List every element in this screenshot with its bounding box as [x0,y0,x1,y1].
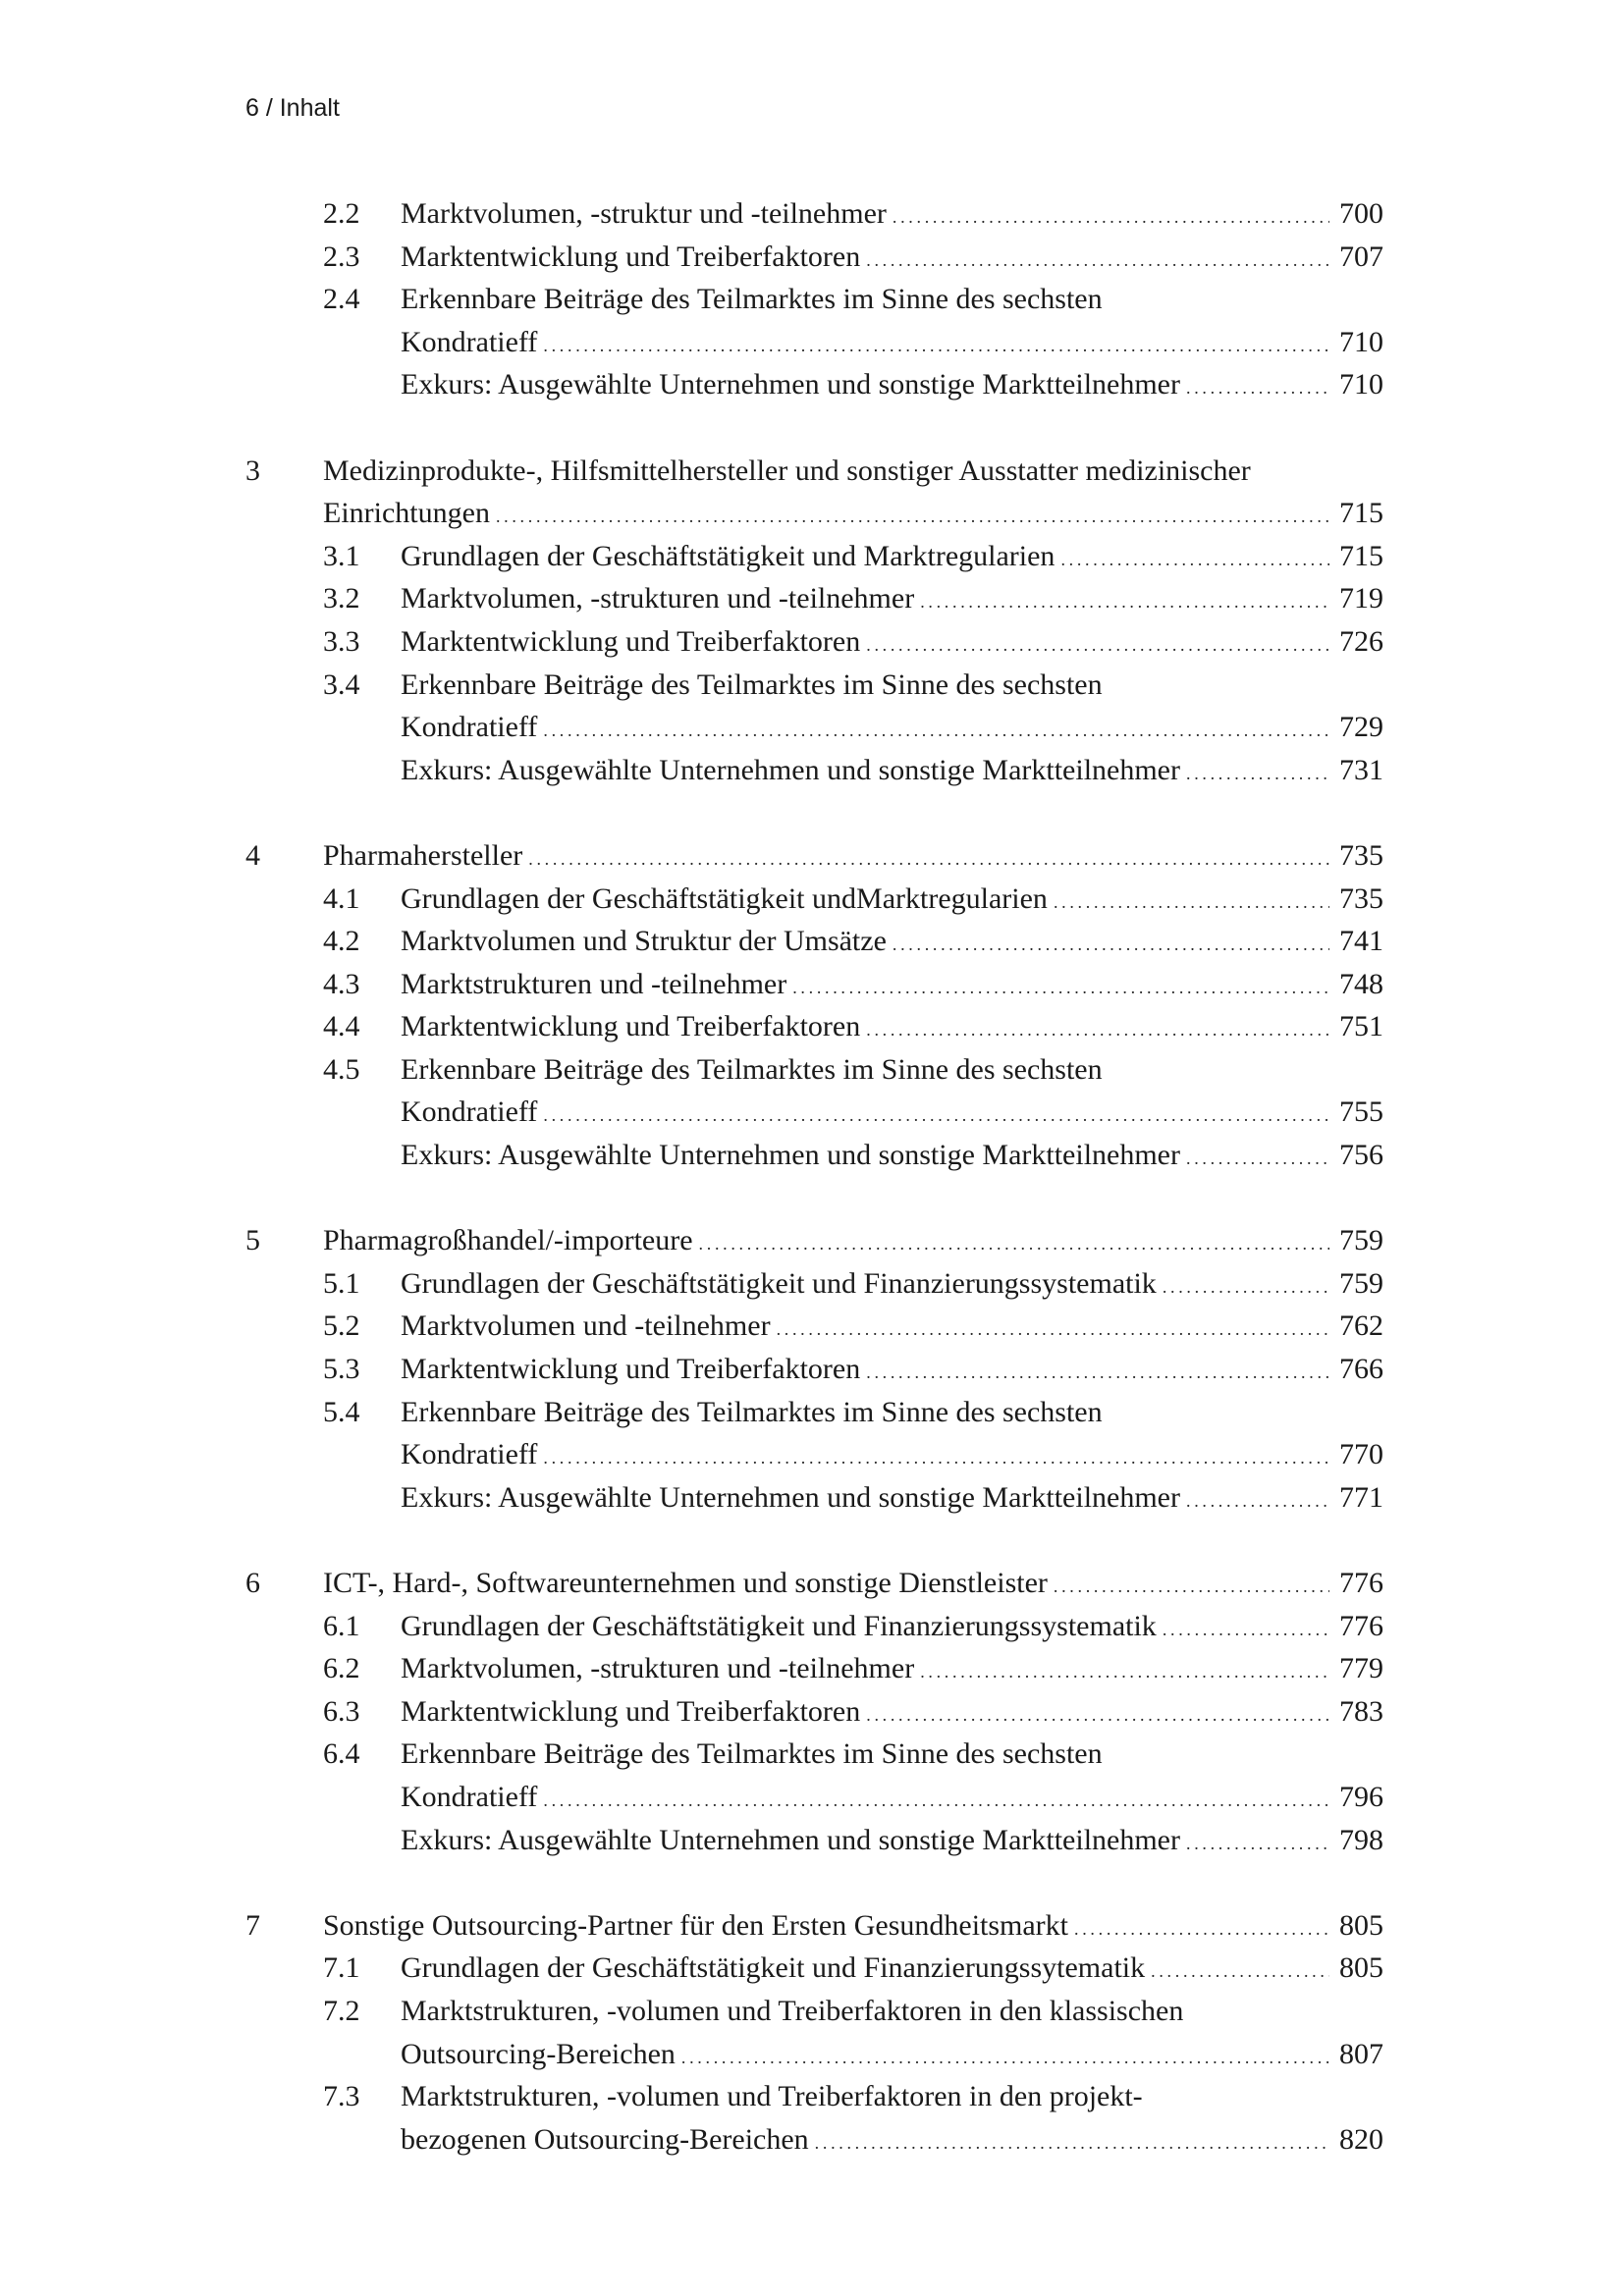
entry-line [401,1305,1383,1352]
entry-title: Sonstige Outsourcing-Partner für den Ersten Gesundheitsmarkt [323,1908,1069,1942]
entry-title: Grundlagen der Geschäftstätigkeit und Finanzierungssystematik [401,1266,1157,1300]
toc-entry-row[interactable] [245,321,1383,364]
running-head: 6 / Inhalt [245,94,340,122]
page-number: 783 [1339,1694,1383,1728]
entry-title: Pharmagroßhandel/-importeure [323,1224,693,1257]
entry-title: Marktvolumen, -strukturen und -teilnehmer [401,582,915,615]
page-number: 735 [1339,838,1383,872]
entry-number: 2.4 [323,283,360,316]
page-number: 710 [1339,325,1383,358]
entry-line [401,920,1383,967]
chapter-row[interactable] [245,492,1383,535]
entry-title: Erkennbare Beiträge des Teilmarktes im Sinne des sechsten [401,1395,1103,1428]
entry-title: Erkennbare Beiträge des Teilmarktes im Sinne des sechsten [401,283,1103,316]
entry-line [323,834,1383,881]
entry-line [401,706,1383,753]
entry-number: 4.1 [323,881,360,915]
entry-title: Kondratieff [401,1095,538,1129]
entry-title: Marktvolumen, -struktur und -teilnehmer [401,197,887,230]
entry-number: 4.2 [323,925,360,958]
dot-leader [866,1690,1329,1737]
entry-line [401,535,1383,582]
entry-line [401,1005,1383,1052]
entry-number: 2.3 [323,240,360,273]
page-number: 700 [1339,197,1383,230]
dot-leader [699,1219,1329,1266]
toc-entry-row[interactable] [245,664,1383,707]
entry-line [323,1219,1383,1266]
toc-entry-row[interactable] [245,577,1383,620]
dot-leader [815,2118,1329,2165]
toc-section [245,834,1383,1177]
dot-leader [1186,1819,1329,1866]
entry-title: Kondratieff [401,1780,538,1813]
entry-line [401,1262,1383,1309]
toc-entry-row[interactable] [245,878,1383,921]
toc-entry-row[interactable] [245,620,1383,664]
entry-line [401,1433,1383,1480]
entry-title: Exkurs: Ausgewählte Unternehmen und sonstige Marktteilnehmer [401,753,1180,786]
entry-title: Exkurs: Ausgewählte Unternehmen und sonstige Marktteilnehmer [401,1480,1180,1514]
toc-entry-row[interactable] [245,1433,1383,1476]
toc-entry-row[interactable] [245,535,1383,578]
toc-section [245,1562,1383,1861]
toc-entry-row[interactable] [245,1262,1383,1306]
entry-title: Marktstrukturen, -volumen und Treiberfaktoren in den klassischen [401,1994,1184,2027]
dot-leader [1054,878,1329,925]
entry-title: Exkurs: Ausgewählte Unternehmen und sonstige Marktteilnehmer [401,368,1180,401]
entry-line [401,1605,1383,1652]
page-number: 766 [1339,1353,1383,1386]
page-number: 776 [1339,1609,1383,1642]
chapter-row[interactable] [245,1904,1383,1948]
toc-entry-row[interactable] [245,1990,1383,2033]
entry-title: ICT-, Hard-, Softwareunternehmen und sonstige Dienstleister [323,1567,1048,1599]
chapter-row[interactable] [245,1219,1383,1262]
entry-title: Grundlagen der Geschäftstätigkeit und Finanzierungssystematik [401,1609,1157,1642]
entry-line [401,577,1383,624]
entry-line [401,878,1383,925]
page-number: 798 [1339,1823,1383,1856]
page-number: 715 [1339,539,1383,572]
dot-leader [920,1647,1329,1694]
entry-number: 7.2 [323,1994,360,2027]
page-number: 796 [1339,1780,1383,1813]
entry-title: Marktstrukturen und -teilnehmer [401,967,787,1000]
toc-entry-row[interactable] [245,1305,1383,1348]
dot-leader [1186,1134,1329,1181]
toc-section [245,450,1383,792]
chapter-row[interactable] [245,1562,1383,1605]
entry-line [401,620,1383,667]
entry-line [401,278,1383,321]
entry-title: Erkennbare Beiträge des Teilmarktes im Sinne des sechsten [401,667,1103,701]
toc-entry-row[interactable] [245,1091,1383,1134]
toc-entry-row[interactable] [245,2118,1383,2162]
entry-number: 7.3 [323,2080,360,2113]
entry-number: 3.2 [323,582,360,615]
page-number: 710 [1339,368,1383,401]
entry-number: 7.1 [323,1951,360,1985]
entry-number: 4.5 [323,1052,360,1086]
toc-entry-row[interactable] [245,1819,1383,1862]
entry-number: 6 [245,1567,260,1599]
entry-title: Kondratieff [401,711,538,744]
entry-line [401,1647,1383,1694]
page-number: 762 [1339,1309,1383,1343]
entry-title: Medizinprodukte-, Hilfsmittelhersteller und sonstiger Ausstatter medizinischer [323,454,1251,487]
page-number: 759 [1339,1266,1383,1300]
page-number: 751 [1339,1010,1383,1043]
entry-title: Einrichtungen [323,497,490,530]
entry-number: 3 [245,454,260,487]
entry-title: Exkurs: Ausgewählte Unternehmen und sonstige Marktteilnehmer [401,1139,1180,1172]
dot-leader [1054,1562,1329,1609]
entry-line [401,1690,1383,1737]
entry-number: 4.4 [323,1010,360,1043]
entry-title: Kondratieff [401,1438,538,1471]
entry-title: Marktentwicklung und Treiberfaktoren [401,1010,861,1043]
entry-line [401,2118,1383,2165]
toc-entry-row[interactable] [245,1690,1383,1734]
toc-entry-row[interactable] [245,1005,1383,1048]
page-number: 715 [1339,497,1383,530]
page-number: 771 [1339,1480,1383,1514]
entry-title: Marktentwicklung und Treiberfaktoren [401,1353,861,1386]
entry-number: 4.3 [323,967,360,1000]
toc-entry-row[interactable] [245,363,1383,406]
dot-leader [1163,1262,1329,1309]
toc-entry-row[interactable] [245,2075,1383,2118]
entry-title: Grundlagen der Geschäftstätigkeit und Finanzierungssytematik [401,1951,1146,1985]
entry-line [401,963,1383,1010]
toc-entry-row[interactable] [245,1134,1383,1177]
page-number: 731 [1339,753,1383,786]
entry-title: Marktentwicklung und Treiberfaktoren [401,1694,861,1728]
dot-leader [1074,1904,1329,1951]
dot-leader [920,577,1329,624]
page-number: 755 [1339,1095,1383,1129]
toc-entry-row[interactable] [245,236,1383,279]
entry-line [401,1776,1383,1823]
toc-entry-row[interactable] [245,1391,1383,1434]
page-number: 719 [1339,582,1383,615]
entry-line [401,749,1383,796]
chapter-row[interactable] [245,834,1383,878]
entry-title: Marktvolumen und -teilnehmer [401,1309,771,1343]
dot-leader [866,1005,1329,1052]
toc-entry-row[interactable] [245,920,1383,963]
entry-title: Marktentwicklung und Treiberfaktoren [401,240,861,273]
page-number: 770 [1339,1438,1383,1471]
toc-section [245,1904,1383,2162]
page-number: 759 [1339,1224,1383,1257]
entry-title: Marktvolumen, -strukturen und -teilnehmer [401,1652,915,1685]
page-number: 807 [1339,2037,1383,2070]
page-number: 820 [1339,2122,1383,2156]
entry-title: Exkurs: Ausgewählte Unternehmen und sonstige Marktteilnehmer [401,1823,1180,1856]
page-number: 756 [1339,1139,1383,1172]
entry-title: Outsourcing-Bereichen [401,2037,676,2070]
page-number: 726 [1339,624,1383,658]
page-number: 805 [1339,1951,1383,1985]
entry-number: 5.4 [323,1395,360,1428]
toc-entry-row[interactable] [245,1647,1383,1690]
dot-leader [1060,535,1329,582]
dot-leader [1186,363,1329,410]
entry-line [401,321,1383,368]
entry-number: 5.1 [323,1266,360,1300]
entry-line [401,363,1383,410]
toc-entry-row[interactable] [245,706,1383,749]
entry-line [401,2075,1383,2118]
entry-line [401,192,1383,240]
page-number: 748 [1339,967,1383,1000]
entry-line [401,664,1383,707]
entry-line [401,1947,1383,1994]
page-number: 776 [1339,1567,1383,1599]
dot-leader [893,192,1329,240]
entry-number: 6.2 [323,1652,360,1685]
entry-line [401,1048,1383,1092]
dot-leader [1163,1605,1329,1652]
entry-number: 6.3 [323,1694,360,1728]
toc-entry-row[interactable] [245,1605,1383,1648]
dot-leader [1151,1947,1329,1994]
entry-title: Grundlagen der Geschäftstätigkeit undMarktregularien [401,881,1048,915]
toc-section [245,1219,1383,1519]
dot-leader [866,1348,1329,1395]
dot-leader [1186,749,1329,796]
entry-title: Erkennbare Beiträge des Teilmarktes im Sinne des sechsten [401,1737,1103,1771]
entry-line [401,1391,1383,1434]
dot-leader [543,1091,1329,1138]
entry-title: bezogenen Outsourcing-Bereichen [401,2122,809,2156]
entry-number: 2.2 [323,197,360,230]
dot-leader [792,963,1329,1010]
dot-leader [528,834,1329,881]
toc-entry-row[interactable] [245,2033,1383,2076]
toc-entry-row[interactable] [245,1776,1383,1819]
dot-leader [777,1305,1329,1352]
dot-leader [543,706,1329,753]
entry-line [401,2033,1383,2080]
table-of-contents [245,192,1383,2161]
entry-line [401,1348,1383,1395]
entry-line [401,236,1383,283]
entry-number: 6.4 [323,1737,360,1771]
entry-line [323,1904,1383,1951]
entry-line [323,1562,1383,1609]
page-number: 779 [1339,1652,1383,1685]
entry-title: Erkennbare Beiträge des Teilmarktes im Sinne des sechsten [401,1052,1103,1086]
entry-title: Marktentwicklung und Treiberfaktoren [401,624,861,658]
page-number: 735 [1339,881,1383,915]
dot-leader [543,1433,1329,1480]
entry-number: 5 [245,1224,260,1257]
entry-number: 3.4 [323,667,360,701]
entry-number: 5.3 [323,1353,360,1386]
toc-entry-row[interactable] [245,749,1383,792]
dot-leader [866,620,1329,667]
entry-line [401,1819,1383,1866]
toc-entry-row[interactable] [245,963,1383,1006]
entry-number: 3.3 [323,624,360,658]
toc-entry-row[interactable] [245,192,1383,236]
entry-line [323,450,1383,493]
entry-number: 6.1 [323,1609,360,1642]
entry-title: Kondratieff [401,325,538,358]
entry-line [401,1091,1383,1138]
page-number: 729 [1339,711,1383,744]
entry-number: 3.1 [323,539,360,572]
toc-entry-row[interactable] [245,1947,1383,1990]
entry-number: 4 [245,838,260,872]
toc-entry-row[interactable] [245,278,1383,321]
page-number: 741 [1339,925,1383,958]
dot-leader [893,920,1329,967]
entry-line [401,1476,1383,1523]
dot-leader [543,321,1329,368]
entry-number: 5.2 [323,1309,360,1343]
entry-number: 7 [245,1908,260,1942]
toc-entry-row[interactable] [245,1476,1383,1520]
toc-section [245,192,1383,406]
entry-title: Marktstrukturen, -volumen und Treiberfaktoren in den projekt- [401,2080,1143,2113]
dot-leader [681,2033,1329,2080]
dot-leader [543,1776,1329,1823]
toc-entry-row[interactable] [245,1348,1383,1391]
page-number: 707 [1339,240,1383,273]
chapter-row[interactable] [245,450,1383,493]
entry-line [401,1990,1383,2033]
entry-line [323,492,1383,539]
dot-leader [866,236,1329,283]
dot-leader [1186,1476,1329,1523]
toc-entry-row[interactable] [245,1048,1383,1092]
page-number: 805 [1339,1908,1383,1942]
entry-line [401,1733,1383,1776]
entry-title: Pharmahersteller [323,838,523,872]
entry-title: Grundlagen der Geschäftstätigkeit und Marktregularien [401,539,1056,572]
toc-entry-row[interactable] [245,1733,1383,1776]
entry-title: Marktvolumen und Struktur der Umsätze [401,925,887,958]
dot-leader [496,492,1329,539]
entry-line [401,1134,1383,1181]
